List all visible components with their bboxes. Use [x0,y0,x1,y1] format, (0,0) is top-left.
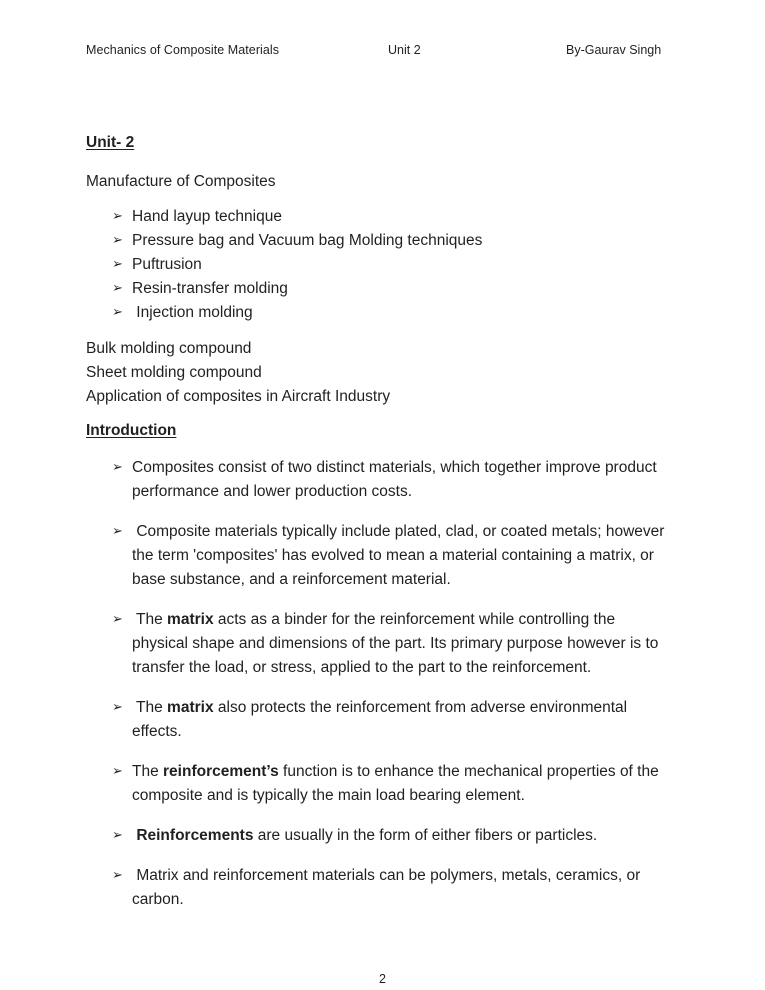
arrow-bullet-icon: ➢ [112,209,123,224]
introduction-heading: Introduction [86,422,177,439]
list-item-label: Puftrusion [132,256,202,273]
plain-line: Bulk molding compound [86,340,252,357]
arrow-bullet-icon: ➢ [112,700,123,715]
list-item [86,696,666,744]
list-item [86,864,666,912]
list-item [86,824,666,848]
topics-list [86,205,666,325]
list-item [86,760,666,808]
page-title: Unit- 2 [86,134,135,151]
list-item-label: Resin-transfer molding [132,280,288,297]
arrow-bullet-icon: ➢ [112,305,123,320]
arrow-bullet-icon: ➢ [112,460,123,475]
page-header [0,43,765,63]
emphasis-term: Reinforcements [136,827,254,844]
arrow-bullet-icon: ➢ [112,233,123,248]
list-item-label: The matrix also protects the reinforcement from adverse environmental effects. [132,699,628,740]
plain-line: Application of composites in Aircraft Industry [86,388,391,405]
list-item-label: The matrix acts as a binder for the reinforcement while controlling the physical shape and dimensions of the part. Its primary purpose however is to transfer the load, or stress, applied to the part to the reinforcement. [132,611,659,676]
emphasis-term: reinforcement’s [163,763,279,780]
list-item-label: Composites consist of two distinct materials, which together improve product performance and lower production costs. [132,459,657,500]
list-item [86,301,666,325]
introduction-list [86,456,666,912]
list-item [86,277,666,301]
plain-line: Sheet molding compound [86,364,262,381]
header-right-text: By-Gaurav Singh [566,43,662,57]
list-item-label: The reinforcement’s function is to enhance the mechanical properties of the composite and is typically the main load bearing element. [132,763,659,804]
list-item-label: Hand layup technique [132,208,282,225]
arrow-bullet-icon: ➢ [112,524,123,539]
arrow-bullet-icon: ➢ [112,257,123,272]
list-item [86,205,666,229]
emphasis-term: matrix [167,699,214,716]
list-item-label: Reinforcements are usually in the form of either fibers or particles. [136,827,598,844]
page-footer [0,972,765,986]
list-item [86,456,666,504]
list-item [86,253,666,277]
list-item-label: Matrix and reinforcement materials can be polymers, metals, ceramics, or carbon. [132,867,641,908]
list-item [86,229,666,253]
arrow-bullet-icon: ➢ [112,764,123,779]
header-left-text: Mechanics of Composite Materials [86,43,280,57]
plain-lines-block [86,337,666,409]
list-item-label: Injection molding [132,304,253,321]
arrow-bullet-icon: ➢ [112,281,123,296]
list-item [86,520,666,592]
emphasis-term: matrix [167,611,214,628]
arrow-bullet-icon: ➢ [112,828,123,843]
arrow-bullet-icon: ➢ [112,612,123,627]
page-number: 2 [379,972,386,986]
arrow-bullet-icon: ➢ [112,868,123,883]
list-item-label: Pressure bag and Vacuum bag Molding techniques [132,232,483,249]
page-subtitle: Manufacture of Composites [86,173,276,190]
list-item-label: Composite materials typically include plated, clad, or coated metals; however the term 'composites' has evolved to mean a material containing a matrix, or base substance, and a reinforcement material. [132,523,665,588]
list-item [86,608,666,680]
header-center-text: Unit 2 [388,43,421,57]
